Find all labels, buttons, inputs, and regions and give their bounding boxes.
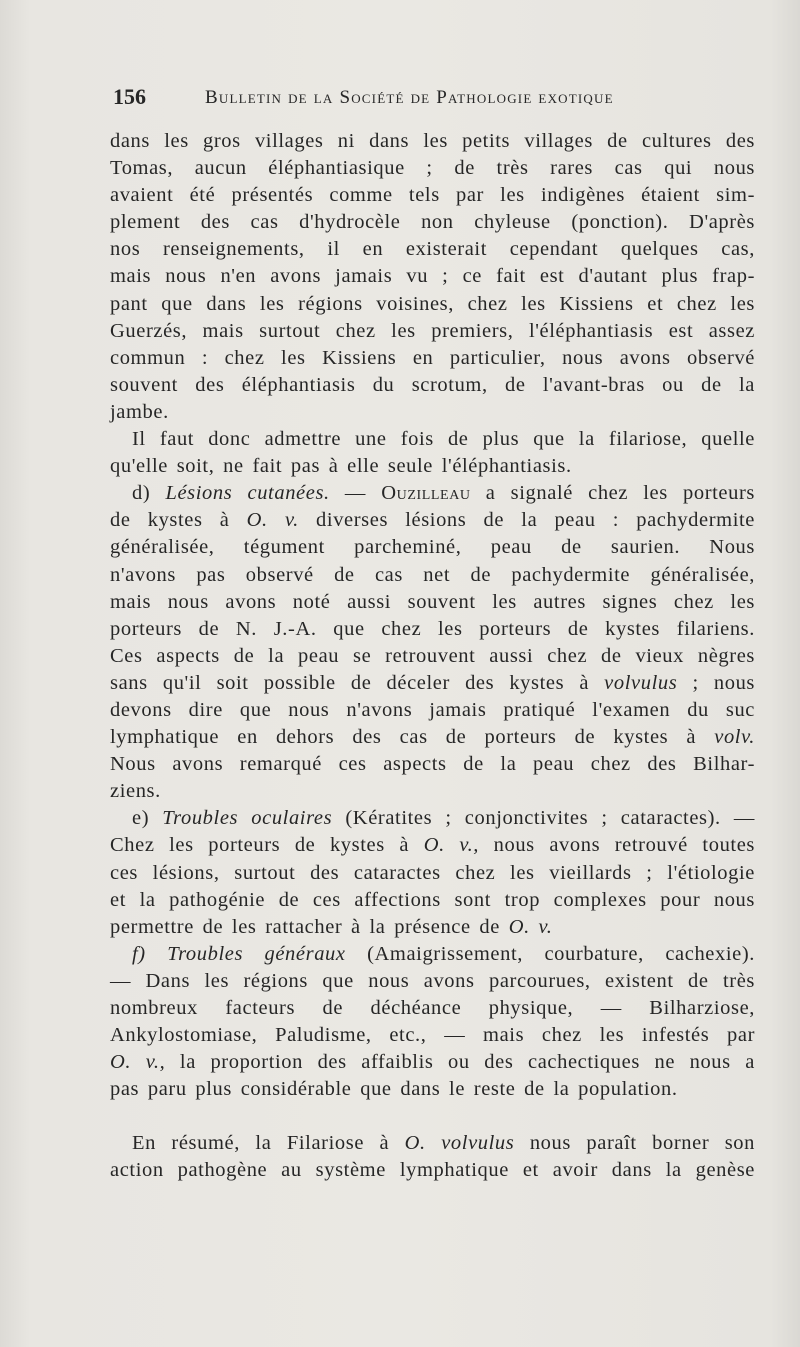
text-run: nous avons retrouvé toutes <box>479 834 755 857</box>
text-run: de kystes à <box>110 509 247 532</box>
text-line: pas paru plus considérable que dans le reste de la population. <box>110 1078 678 1101</box>
text-line <box>110 1049 755 1076</box>
italic-text: O. volvulus <box>404 1132 515 1155</box>
text-line: Ces aspects de la peau se retrouvent aussi chez de vieux nègres <box>110 644 755 667</box>
text-run: — <box>329 482 382 505</box>
text-line: et la pathogénie de ces affections sont trop complexes pour nous <box>110 888 755 911</box>
text-line: avaient été présentés comme tels par les indigènes étaient sim- <box>110 184 755 207</box>
text-line: n'avons pas observé de cas net de pachydermite généralisée, <box>110 563 755 586</box>
text-line <box>110 1130 755 1157</box>
text-line <box>110 507 755 534</box>
running-title: Bulletin de la Société de Pathologie exotique <box>205 87 614 108</box>
text-line: porteurs de N. J.-A. que chez les porteurs de kystes filariens. <box>110 617 755 640</box>
text-run: En résumé, la Filariose à <box>132 1132 405 1155</box>
italic-text: O. v. <box>508 915 553 938</box>
text-line <box>110 914 755 941</box>
text-line: commun : chez les Kissiens en particulier, nous avons observé <box>110 346 755 369</box>
text-run: d) <box>132 482 166 505</box>
text-line: nombreux facteurs de déchéance physique, — Bilharziose, <box>110 997 755 1019</box>
text-run: ; nous <box>677 671 756 694</box>
text-line: ziens. <box>110 780 161 803</box>
text-line <box>110 724 755 751</box>
author-name: Ouzilleau <box>381 482 471 505</box>
italic-text: Troubles oculaires <box>162 807 333 830</box>
text-line <box>110 941 755 968</box>
text-line: jambe. <box>110 400 169 423</box>
text-run: la proportion des affaiblis ou des cachectiques ne nous a <box>165 1051 755 1074</box>
text-run: lymphatique en dehors des cas de porteurs de kystes à <box>110 726 715 749</box>
italic-text: volvulus <box>604 671 678 694</box>
page-header <box>113 84 673 114</box>
text-line <box>110 480 755 507</box>
text-line: mais nous n'en avons jamais vu ; ce fait est d'autant plus frap- <box>110 265 755 288</box>
italic-text: volv. <box>714 726 755 749</box>
text-run: (Kératites ; conjonctivites ; cataractes). — <box>332 807 756 830</box>
body-text <box>110 128 755 1185</box>
italic-text: O. v., <box>110 1051 166 1074</box>
text-run: nous paraît borner son <box>514 1132 755 1155</box>
text-run: sans qu'il soit possible de déceler des kystes à <box>110 671 605 694</box>
text-line: ces lésions, surtout des cataractes chez les vieillards ; l'étiologie <box>110 861 755 884</box>
text-run: a signalé chez les porteurs <box>470 482 755 505</box>
text-line <box>110 805 755 832</box>
text-run: permettre de les rattacher à la présence de <box>110 915 509 938</box>
text-line: Tomas, aucun éléphantiasique ; de très rares cas qui nous <box>110 157 755 180</box>
text-run: Chez les porteurs de kystes à <box>110 834 424 857</box>
text-line <box>110 832 755 859</box>
text-line <box>110 670 755 697</box>
italic-text: O. v. <box>246 509 299 532</box>
italic-text: Lésions cutanées. <box>165 482 330 505</box>
text-line: souvent des éléphantiasis du scrotum, de l'avant-bras ou de la <box>110 373 755 396</box>
text-line: devons dire que nous n'avons jamais pratiqué l'examen du suc <box>110 698 755 721</box>
italic-text: f) Troubles généraux <box>132 942 346 965</box>
text-run: (Amaigrissement, courbature, cachexie). <box>345 942 755 965</box>
text-line: Nous avons remarqué ces aspects de la peau chez des Bilhar- <box>110 753 755 776</box>
text-line: pant que dans les régions voisines, chez les Kissiens et chez les <box>110 292 755 315</box>
text-line: qu'elle soit, ne fait pas à elle seule l'éléphantiasis. <box>110 455 572 478</box>
text-line: Guerzés, mais surtout chez les premiers, l'éléphantiasis est assez <box>110 319 755 342</box>
text-run: e) <box>132 807 163 830</box>
text-line: plement des cas d'hydrocèle non chyleuse (ponction). D'après <box>110 211 755 234</box>
text-line: nos renseignements, il en existerait cependant quelques cas, <box>110 238 755 261</box>
text-line: Il faut donc admettre une fois de plus que la filariose, quelle <box>132 428 755 451</box>
text-line: généralisée, tégument parcheminé, peau de saurien. Nous <box>110 536 755 559</box>
text-line: dans les gros villages ni dans les petits villages de cultures des <box>110 130 755 152</box>
text-line: action pathogène au système lymphatique et avoir dans la genèse <box>110 1159 755 1182</box>
paragraph-gap <box>110 1103 755 1130</box>
text-run: diverses lésions de la peau : pachydermite <box>298 509 755 532</box>
page-number: 156 <box>113 84 146 109</box>
text-line: Ankylostomiase, Paludisme, etc., — mais chez les infestés par <box>110 1024 755 1047</box>
text-line: — Dans les régions que nous avons parcourues, existent de très <box>110 969 755 992</box>
text-line: mais nous avons noté aussi souvent les autres signes chez les <box>110 590 755 613</box>
italic-text: O. v., <box>423 834 480 857</box>
